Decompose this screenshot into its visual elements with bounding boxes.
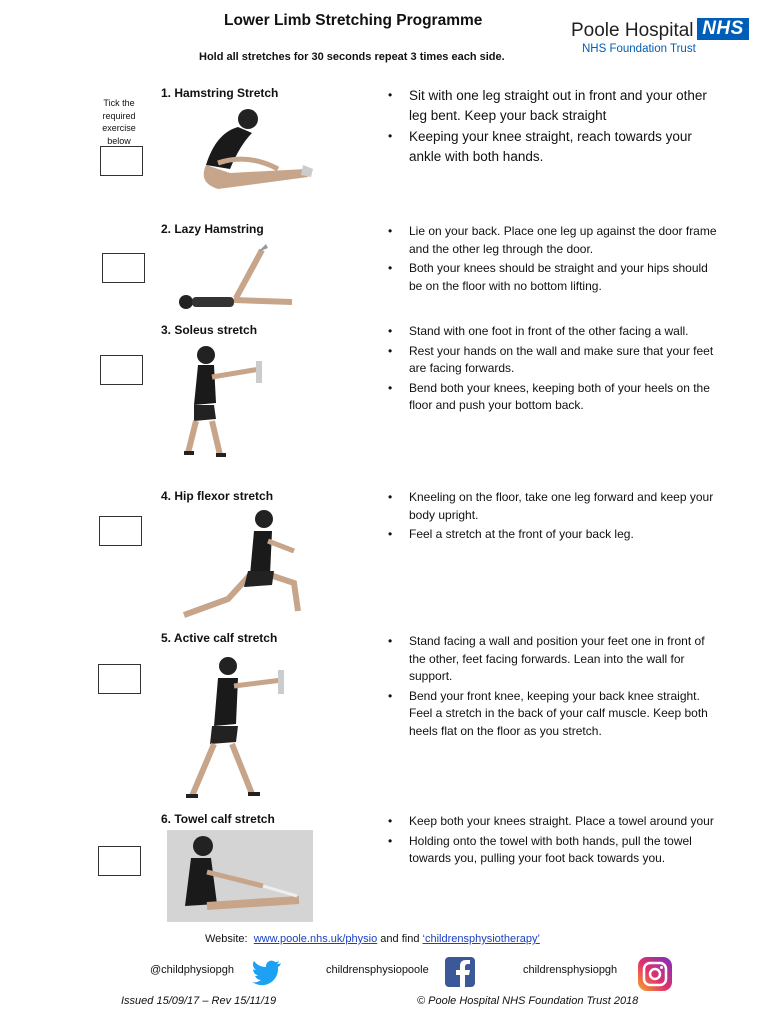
exercise-6-checkbox[interactable] (98, 846, 141, 876)
exercise-1-title: 1. Hamstring Stretch (161, 86, 279, 100)
find-link[interactable]: ‘childrensphysiotherapy’ (422, 933, 540, 945)
exercise-3-checkbox[interactable] (100, 355, 143, 385)
list-item: • Stand facing a wall and position your feet one in front of the other, feet facing forwards. Lean into the wall for support. (388, 634, 705, 683)
exercise-2-instructions (388, 223, 718, 297)
lazy-hamstring-image (176, 242, 296, 314)
exercise-6-instructions (388, 813, 718, 870)
tick-instruction: Tick the required exercise below (102, 98, 136, 146)
instagram-icon (637, 957, 673, 991)
exercise-4-checkbox[interactable] (99, 516, 142, 546)
list-item: • Rest your hands on the wall and make sure that your feet are facing forwards. (388, 343, 714, 375)
hip-flexor-stretch-image (178, 507, 308, 623)
exercise-1-instructions (388, 86, 718, 168)
list-item: • Lie on your back. Place one leg up against the door frame and the other leg through the door. (388, 224, 717, 256)
website-line: Website: www.poole.nhs.uk/physio and find ‘childrensphysiotherapy’ (205, 933, 540, 945)
issued-date: Issued 15/09/17 – Rev 15/11/19 (121, 995, 277, 1007)
list-item: • Keeping your knee straight, reach towards your ankle with both hands. (388, 129, 692, 164)
list-item: • Bend both your knees, keeping both of your heels on the floor and push your bottom back. (388, 380, 710, 412)
website-link[interactable]: www.poole.nhs.uk/physio (253, 933, 378, 945)
exercise-4-instructions (388, 489, 718, 546)
instagram-handle: childrensphysiopgh (523, 964, 618, 976)
hospital-name: Poole Hospital (571, 20, 694, 41)
hamstring-stretch-image (178, 103, 318, 198)
page-title: Lower Limb Stretching Programme (224, 12, 483, 29)
towel-calf-stretch-image (167, 830, 313, 922)
nhs-logo: NHS (697, 18, 749, 40)
page-subtitle: Hold all stretches for 30 seconds repeat 3 times each side. (199, 51, 505, 63)
exercise-3-instructions (388, 323, 718, 417)
list-item: • Bend your front knee, keeping your back knee straight. Feel a stretch in the back of your calf muscle. Keep both heels flat on the floor as you stretch. (388, 688, 708, 738)
exercise-3-title: 3. Soleus stretch (161, 323, 258, 337)
list-item: • Both your knees should be straight and your hips should be on the floor with no bottom lifting. (388, 261, 708, 293)
exercise-4-title: 4. Hip flexor stretch (161, 489, 274, 503)
soleus-stretch-image (176, 343, 268, 461)
copyright: © Poole Hospital NHS Foundation Trust 2018 (417, 995, 639, 1007)
twitter-icon (252, 960, 282, 986)
facebook-icon (445, 957, 475, 987)
list-item: • Keep both your knees straight. Place a towel around your (388, 814, 714, 828)
exercise-2-title: 2. Lazy Hamstring (161, 222, 264, 236)
list-item: • Stand with one foot in front of the other facing a wall. (388, 324, 689, 338)
active-calf-stretch-image (182, 654, 292, 804)
exercise-1-checkbox[interactable] (100, 146, 143, 176)
facebook-handle: childrensphysiopoole (326, 964, 429, 976)
list-item: • Feel a stretch at the front of your back leg. (388, 527, 634, 541)
exercise-2-checkbox[interactable] (102, 253, 145, 283)
exercise-5-title: 5. Active calf stretch (161, 631, 278, 645)
exercise-5-instructions (388, 633, 718, 742)
list-item: • Holding onto the towel with both hands, pull the towel towards you, pulling your foot back towards you. (388, 833, 692, 865)
twitter-handle: @childphysiopgh (150, 964, 234, 976)
list-item: • Kneeling on the floor, take one leg forward and keep your body upright. (388, 490, 714, 522)
list-item: • Sit with one leg straight out in front and your other leg bent. Keep your back straight (388, 88, 707, 123)
exercise-5-checkbox[interactable] (98, 664, 141, 694)
trust-name: NHS Foundation Trust (582, 43, 696, 55)
exercise-6-title: 6. Towel calf stretch (161, 812, 275, 826)
